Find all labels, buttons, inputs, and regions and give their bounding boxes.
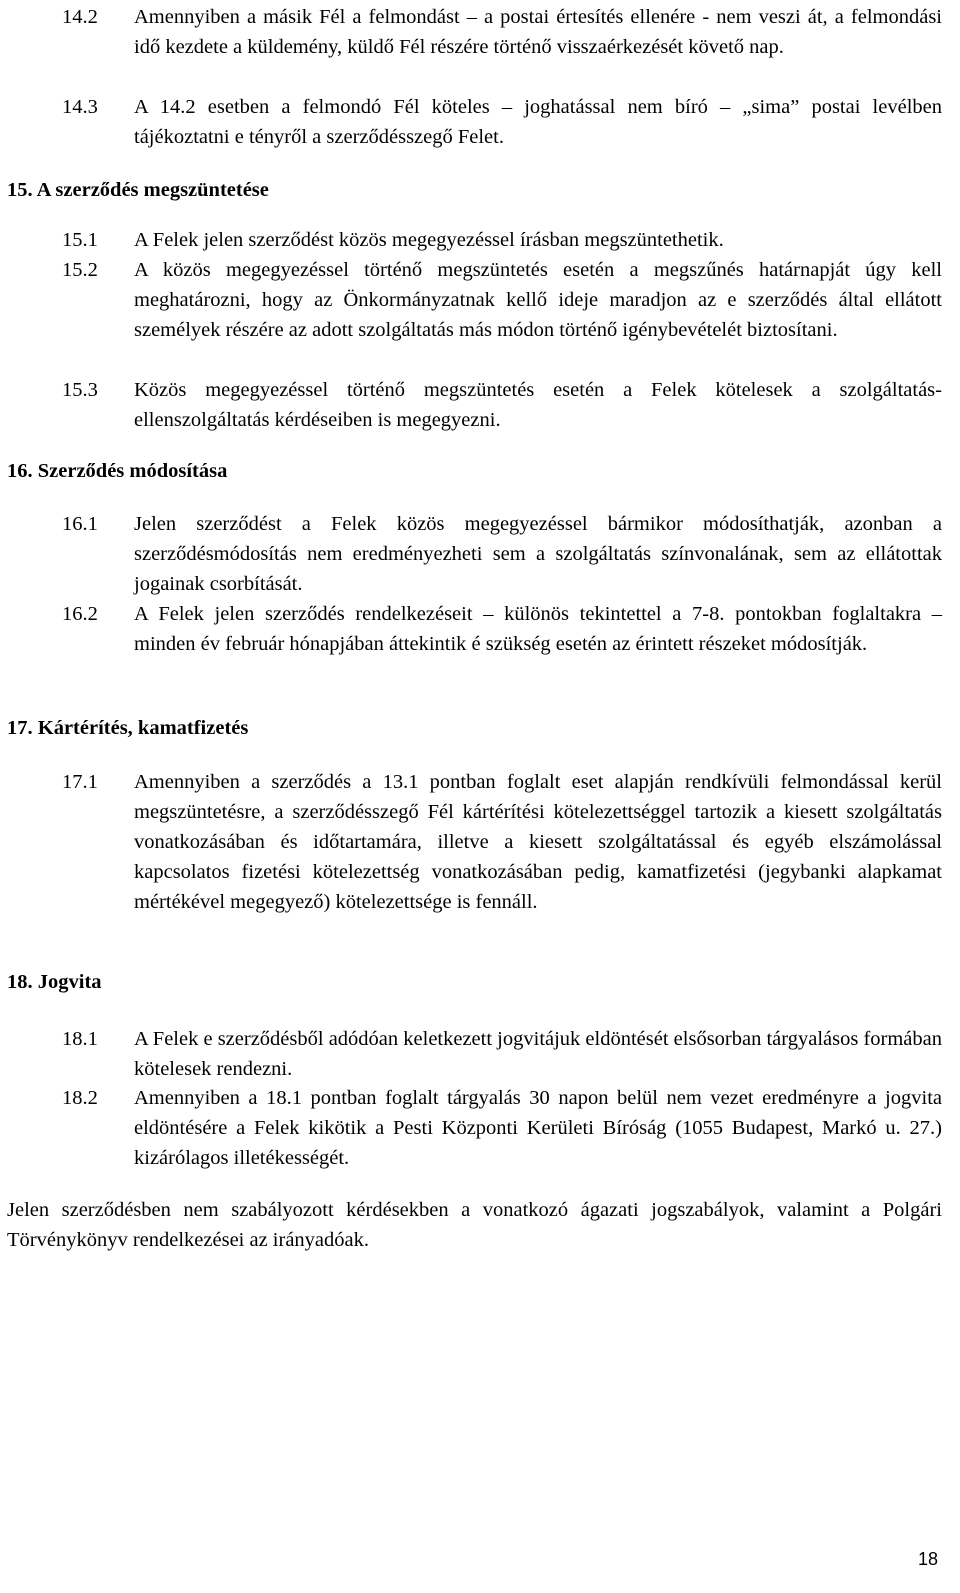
clause-14-3 (62, 92, 942, 152)
clause-text: A Felek e szerződésből adódóan keletkezett jogvitájuk eldöntését elsősorban tárgyalásos formában kötelesek rendezni. (134, 1028, 942, 1080)
clause-16-1 (62, 509, 942, 599)
clause-17-1 (62, 767, 942, 917)
clause-18-1 (62, 1024, 942, 1084)
section-heading-17: 17. Kártérítés, kamatfizetés (7, 717, 249, 739)
page-number: 18 (917, 1549, 938, 1569)
clause-number: 18.1 (62, 1028, 98, 1050)
clause-18-2 (62, 1083, 942, 1173)
clause-text: Közös megegyezéssel történő megszüntetés esetén a Felek kötelesek a szolgáltatás-ellenszolgáltatás kérdéseiben is megegyezni. (134, 379, 942, 431)
section-heading-16: 16. Szerződés módosítása (7, 460, 228, 482)
clause-16-2 (62, 599, 942, 659)
clause-text: A közös megegyezéssel történő megszüntetés esetén a megszűnés határnapját úgy kell meghatározni, hogy az Önkormányzatnak kellő ideje maradjon az e szerződés által ellátott személyek részére az adott szolgáltatás más módon történő igénybevételét biztosítani. (134, 259, 942, 341)
clause-text: Jelen szerződést a Felek közös megegyezéssel bármikor módosíthatják, azonban a szerződésmódosítás nem eredményezheti sem a szolgáltatás színvonalának, sem az ellátottak jogainak csorbítását. (134, 513, 942, 595)
clause-number: 15.3 (62, 379, 98, 401)
closing-paragraph: Jelen szerződésben nem szabályozott kérdésekben a vonatkozó ágazati jogszabályok, valamint a Polgári Törvénykönyv rendelkezései az irányadóak. (7, 1199, 942, 1251)
clause-text: A 14.2 esetben a felmondó Fél köteles – joghatással nem bíró – „sima” postai levélben tájékoztatni e tényről a szerződésszegő Felet. (134, 96, 942, 148)
clause-15-3 (62, 375, 942, 435)
clause-number: 15.2 (62, 259, 98, 281)
clause-14-2 (62, 2, 942, 62)
section-heading-18: 18. Jogvita (7, 971, 102, 993)
clause-number: 15.1 (62, 229, 98, 251)
section-heading-15: 15. A szerződés megszüntetése (7, 179, 269, 201)
clause-text: A Felek jelen szerződést közös megegyezéssel írásban megszüntethetik. (134, 229, 724, 251)
clause-text: Amennyiben a 18.1 pontban foglalt tárgyalás 30 napon belül nem vezet eredményre a jogvita eldöntésére a Felek kikötik a Pesti Központi Kerületi Bíróság (1055 Budapest, Markó u. 27.) kizárólagos illetékességét. (134, 1087, 942, 1169)
clause-number: 16.2 (62, 603, 98, 625)
clause-number: 14.2 (62, 6, 98, 28)
clause-15-1 (62, 225, 942, 255)
clause-number: 14.3 (62, 96, 98, 118)
clause-text: A Felek jelen szerződés rendelkezéseit – különös tekintettel a 7-8. pontokban foglaltakra – minden év február hónapjában áttekintik é szükség esetén az érintett részeket módosítják. (134, 603, 942, 655)
clause-15-2 (62, 255, 942, 345)
clause-number: 17.1 (62, 771, 98, 793)
clause-number: 18.2 (62, 1087, 98, 1109)
clause-text: Amennyiben a szerződés a 13.1 pontban foglalt eset alapján rendkívüli felmondással kerül megszüntetésre, a szerződésszegő Fél kártérítési kötelezettséggel tartozik a kiesett szolgáltatás vonatkozásában és időtartamára, illetve a kiesett szolgáltatással és egyéb elszámolással kapcsolatos fizetési kötelezettség vonatkozásában pedig, kamatfizetési (jegybanki alapkamat mértékével megegyező) kötelezettsége is fennáll. (134, 771, 942, 913)
clause-number: 16.1 (62, 513, 98, 535)
clause-text: Amennyiben a másik Fél a felmondást – a postai értesítés ellenére - nem veszi át, a felmondási idő kezdete a küldemény, küldő Fél részére történő visszaérkezését követő nap. (134, 6, 942, 58)
